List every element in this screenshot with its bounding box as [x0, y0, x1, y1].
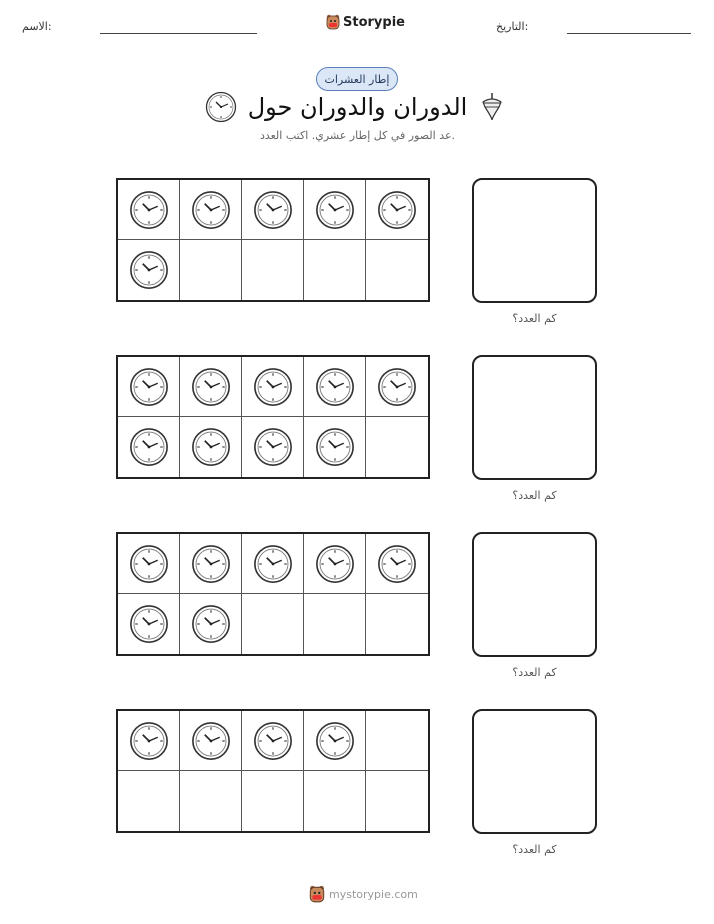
ten-frame-cell — [180, 357, 242, 417]
clock-icon — [315, 190, 355, 230]
ten-frame-cell — [118, 534, 180, 594]
ten-frame-cell — [304, 594, 366, 654]
ten-frame-cell — [304, 771, 366, 831]
instructions: عد الصور في كل إطار عشري. اكتب العدد. — [259, 129, 456, 142]
ten-frame-cell — [366, 240, 428, 300]
clock-icon — [129, 604, 169, 644]
ten-frame — [116, 355, 430, 479]
ten-frame-cell — [180, 534, 242, 594]
clock-icon — [129, 250, 169, 290]
footer — [309, 885, 418, 903]
clock-icon — [253, 427, 293, 467]
how-many-label: كم العدد؟ — [512, 843, 557, 856]
clock-icon — [191, 721, 231, 761]
clock-icon — [191, 367, 231, 407]
answer-box[interactable] — [472, 532, 597, 657]
bear-logo-icon — [326, 14, 340, 30]
answer-box[interactable] — [472, 178, 597, 303]
ten-frame-cell — [304, 180, 366, 240]
how-many-label: كم العدد؟ — [512, 489, 557, 502]
name-line[interactable] — [100, 33, 257, 34]
clock-icon — [129, 544, 169, 584]
date-label: التاريخ: — [496, 20, 529, 33]
ten-frame-cell — [242, 180, 304, 240]
spinning-top-icon — [480, 92, 504, 122]
clock-icon — [191, 427, 231, 467]
ten-frame-cell — [242, 534, 304, 594]
clock-icon — [205, 91, 237, 123]
ten-frame — [116, 532, 430, 656]
ten-frame-cell — [366, 417, 428, 477]
ten-frame-cell — [180, 594, 242, 654]
topic-badge: إطار العشرات — [316, 67, 398, 91]
name-label: الاسم: — [22, 20, 52, 33]
ten-frame-cell — [118, 180, 180, 240]
ten-frame-cell — [242, 240, 304, 300]
ten-frame-cell — [180, 240, 242, 300]
ten-frame-cell — [366, 771, 428, 831]
ten-frame-cell — [242, 357, 304, 417]
ten-frame-cell — [242, 711, 304, 771]
ten-frame-cell — [118, 594, 180, 654]
answer-box[interactable] — [472, 355, 597, 480]
bear-logo-icon — [309, 885, 325, 903]
ten-frame-cell — [118, 240, 180, 300]
clock-icon — [191, 604, 231, 644]
ten-frame-cell — [366, 594, 428, 654]
ten-frame-cell — [304, 240, 366, 300]
brand-name: Storypie — [343, 14, 405, 30]
clock-icon — [315, 721, 355, 761]
clock-icon — [191, 190, 231, 230]
ten-frame-cell — [304, 357, 366, 417]
ten-frame-cell — [366, 180, 428, 240]
ten-frame-cell — [180, 771, 242, 831]
clock-icon — [129, 721, 169, 761]
clock-icon — [191, 544, 231, 584]
ten-frame-cell — [242, 771, 304, 831]
ten-frame-cell — [304, 417, 366, 477]
ten-frame-cell — [242, 417, 304, 477]
page-title: الدوران والدوران حول — [247, 93, 468, 121]
ten-frame-cell — [304, 534, 366, 594]
ten-frame-cell — [366, 357, 428, 417]
clock-icon — [377, 544, 417, 584]
clock-icon — [129, 367, 169, 407]
clock-icon — [315, 544, 355, 584]
ten-frame-cell — [118, 711, 180, 771]
ten-frame-cell — [180, 417, 242, 477]
ten-frame-cell — [118, 771, 180, 831]
clock-icon — [129, 190, 169, 230]
ten-frame-cell — [366, 534, 428, 594]
date-line[interactable] — [567, 33, 691, 34]
clock-icon — [377, 190, 417, 230]
clock-icon — [377, 367, 417, 407]
clock-icon — [315, 427, 355, 467]
brand-logo — [326, 14, 405, 30]
clock-icon — [253, 190, 293, 230]
ten-frame-cell — [118, 357, 180, 417]
ten-frame-cell — [180, 711, 242, 771]
clock-icon — [253, 367, 293, 407]
ten-frame-cell — [366, 711, 428, 771]
clock-icon — [129, 427, 169, 467]
clock-icon — [315, 367, 355, 407]
clock-icon — [253, 544, 293, 584]
answer-box[interactable] — [472, 709, 597, 834]
clock-icon — [253, 721, 293, 761]
ten-frame — [116, 178, 430, 302]
ten-frame-cell — [180, 180, 242, 240]
ten-frame-cell — [242, 594, 304, 654]
footer-url: mystorypie.com — [329, 887, 418, 901]
how-many-label: كم العدد؟ — [512, 666, 557, 679]
how-many-label: كم العدد؟ — [512, 312, 557, 325]
ten-frame — [116, 709, 430, 833]
ten-frame-cell — [304, 711, 366, 771]
ten-frame-cell — [118, 417, 180, 477]
